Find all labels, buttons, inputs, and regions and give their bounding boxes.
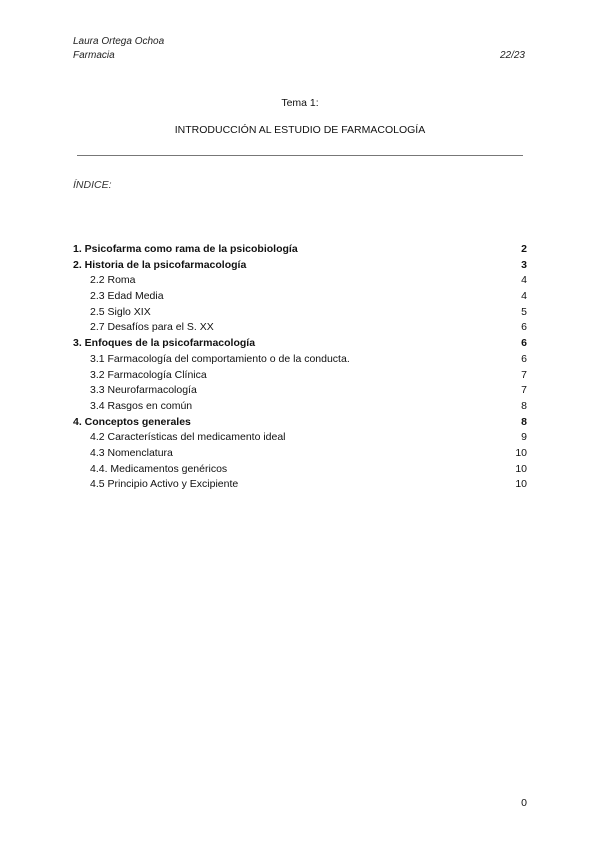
toc-entry-page: 9 xyxy=(521,431,527,444)
header-subject: Farmacia xyxy=(73,50,115,61)
toc-entry-page: 4 xyxy=(521,290,527,303)
toc-entry-title: 3.1 Farmacología del comportamiento o de la conducta. xyxy=(90,352,350,365)
toc-entry-page: 4 xyxy=(521,274,527,287)
toc-entry-title: 4.3 Nomenclatura xyxy=(90,446,173,459)
table-of-contents xyxy=(73,242,527,493)
toc-entry-page: 6 xyxy=(521,337,527,350)
toc-entry-title: 1. Psicofarma como rama de la psicobiología xyxy=(73,243,298,255)
toc-entry-page: 10 xyxy=(515,446,527,459)
toc-entry-title: 2.2 Roma xyxy=(90,274,136,287)
toc-entry[interactable] xyxy=(73,399,527,415)
toc-entry-page: 8 xyxy=(521,415,527,428)
toc-entry-page: 6 xyxy=(521,321,527,334)
toc-entry[interactable] xyxy=(73,352,527,368)
toc-entry[interactable] xyxy=(73,242,527,258)
toc-entry[interactable] xyxy=(73,320,527,336)
footer-page-number: 0 xyxy=(521,797,527,809)
toc-entry[interactable] xyxy=(73,305,527,321)
toc-entry-title: 4. Conceptos generales xyxy=(73,415,191,428)
topic-label: Tema 1: xyxy=(281,97,319,109)
index-heading: ÍNDICE: xyxy=(73,179,112,191)
toc-entry[interactable] xyxy=(73,446,527,462)
toc-entry-title: 4.4. Medicamentos genéricos xyxy=(90,462,228,475)
toc-entry[interactable] xyxy=(73,273,527,289)
divider xyxy=(77,155,523,156)
toc-entry[interactable] xyxy=(73,383,527,399)
toc-entry[interactable] xyxy=(73,430,527,446)
toc-entry-page: 8 xyxy=(521,399,527,412)
toc-entry-page: 10 xyxy=(515,478,527,491)
toc-entry[interactable] xyxy=(73,258,527,274)
header-page-count: 22/23 xyxy=(499,50,525,61)
toc-entry-title: 2.7 Desafíos para el S. XX xyxy=(90,321,214,334)
toc-entry[interactable] xyxy=(73,415,527,431)
toc-entry-title: 3.4 Rasgos en común xyxy=(90,399,193,412)
toc-entry-title: 4.5 Principio Activo y Excipiente xyxy=(90,478,239,491)
toc-entry-page: 7 xyxy=(521,368,527,381)
toc-entry-title: 2.3 Edad Media xyxy=(90,290,164,303)
toc-entry-title: 2.5 Siglo XIX xyxy=(90,305,151,318)
toc-entry-page: 7 xyxy=(521,384,527,397)
toc-entry-title: 3. Enfoques de la psicofarmacología xyxy=(73,337,256,350)
document-title: INTRODUCCIÓN AL ESTUDIO DE FARMACOLOGÍA xyxy=(174,124,426,136)
toc-entry-page: 6 xyxy=(521,352,527,365)
header-author: Laura Ortega Ochoa xyxy=(73,36,165,47)
toc-entry-title: 2. Historia de la psicofarmacología xyxy=(73,258,247,271)
toc-entry-page: 3 xyxy=(521,258,527,271)
toc-entry-title: 3.2 Farmacología Clínica xyxy=(90,368,207,381)
toc-entry-page: 5 xyxy=(521,305,527,318)
toc-entry-title: 3.3 Neurofarmacología xyxy=(90,384,197,397)
toc-entry[interactable] xyxy=(73,368,527,384)
toc-entry[interactable] xyxy=(73,336,527,352)
toc-entry-page: 10 xyxy=(515,462,527,475)
toc-entry[interactable] xyxy=(73,289,527,305)
toc-entry[interactable] xyxy=(73,462,527,478)
toc-entry-page: 2 xyxy=(521,243,527,255)
toc-entry[interactable] xyxy=(73,477,527,493)
toc-entry-title: 4.2 Características del medicamento ideal xyxy=(90,431,286,444)
